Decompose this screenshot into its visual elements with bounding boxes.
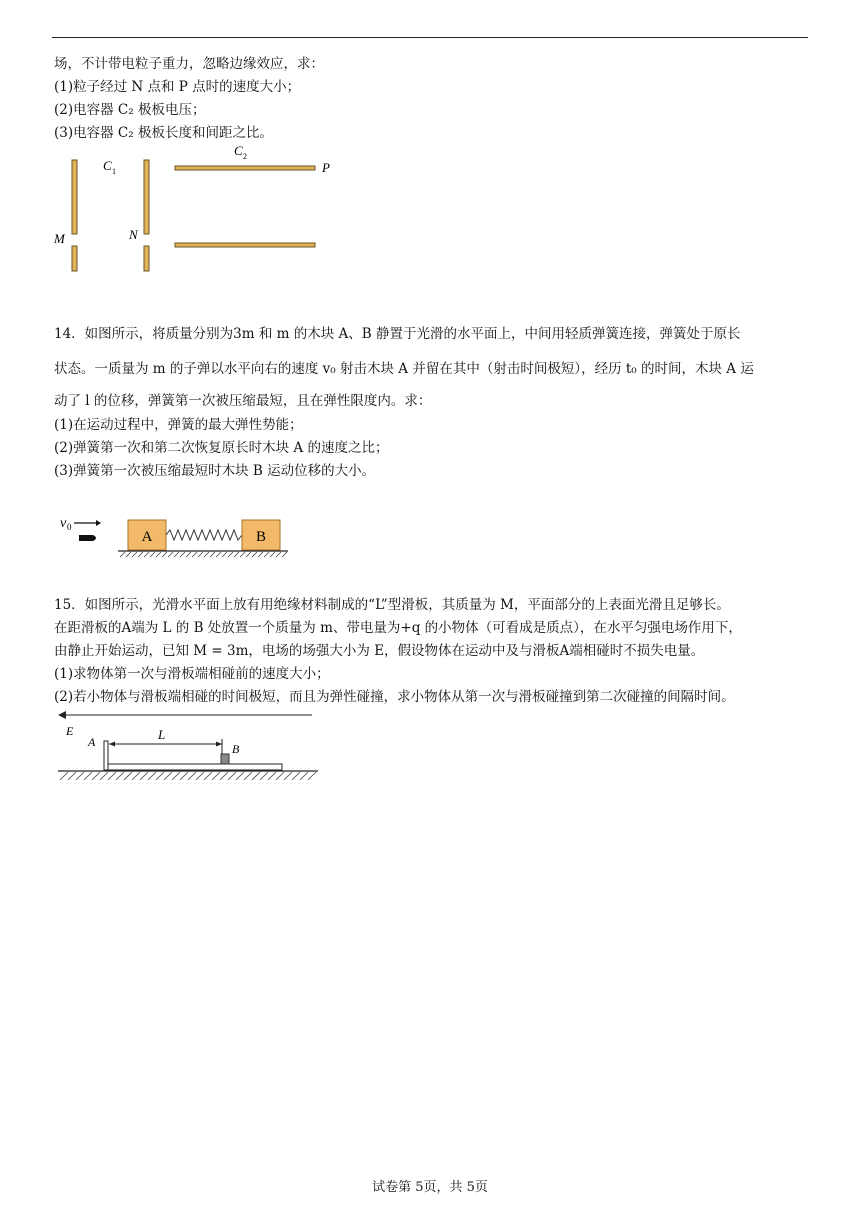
label-c1-sub: 1: [112, 167, 116, 176]
label-v0-sub: 0: [67, 522, 72, 532]
label-l: L: [158, 727, 166, 742]
distance-arrow-left: [109, 742, 115, 747]
block-b-label: B: [255, 529, 267, 545]
q14-line-3: 动了 l 的位移，弹簧第一次被压缩最短，且在弹性限度内。求：: [54, 393, 432, 409]
small-object-b: [221, 754, 229, 764]
label-p: P: [322, 160, 330, 175]
label-c2-sub: 2: [243, 152, 247, 161]
label-n: N: [129, 227, 138, 242]
q13-part-1: (1)粒子经过 N 点和 P 点时的速度大小；: [54, 79, 301, 95]
field-arrow-head: [58, 711, 66, 719]
q14-part-2: (2)弹簧第一次和第二次恢复原长时木块 A 的速度之比；: [54, 440, 389, 456]
label-b: B: [232, 742, 240, 756]
label-e: E: [66, 724, 74, 738]
block-a-label: A: [141, 529, 153, 545]
q13-intro: 场，不计带电粒子重力，忽略边缘效应，求：: [54, 56, 324, 72]
q14-line-2: 状态。一质量为 m 的子弹以水平向右的速度 v₀ 射击木块 A 并留在其中（射击时间极短），经历 t₀ 的时间，木块 A 运: [54, 361, 754, 377]
q15-line-1: 15．如图所示，光滑水平面上放有用绝缘材料制成的“L”型滑板，其质量为 M，平面部分的上表面光滑且足够长。: [54, 597, 730, 613]
label-c2: C: [234, 143, 243, 158]
ground-hatching: [60, 772, 316, 780]
q15-part-1: (1)求物体第一次与滑板端相碰前的速度大小；: [54, 666, 330, 682]
q14-line-1: 14．如图所示，将质量分别为3m 和 m 的木块 A、B 静置于光滑的水平面上，中间用轻质弹簧连接，弹簧处于原长: [54, 326, 741, 342]
q14-part-3: (3)弹簧第一次被压缩最短时木块 B 运动位移的大小。: [54, 463, 376, 479]
distance-arrow-right: [216, 742, 222, 747]
label-v0: v: [60, 516, 67, 531]
q13-part-3: (3)电容器 C₂ 极板长度和间距之比。: [54, 125, 273, 141]
q14-part-1: (1)在运动过程中，弹簧的最大弹性势能；: [54, 417, 303, 433]
label-m: M: [54, 231, 65, 246]
page-footer: 试卷第 5页，共 5页: [372, 1180, 488, 1195]
label-a: A: [88, 735, 96, 749]
slider-board: [108, 764, 282, 770]
q15-line-3: 由静止开始运动，已知 M = 3m，电场的场强大小为 E，假设物体在运动中及与滑板A端相碰时不损失电量。: [54, 643, 705, 659]
label-c1: C: [103, 158, 112, 173]
q15-line-2: 在距滑板的A端为 L 的 B 处放置一个质量为 m、带电量为+q 的小物体（可看成是质点），在水平匀强电场作用下，: [54, 620, 742, 636]
q15-part-2: (2)若小物体与滑板端相碰的时间极短，而且为弹性碰撞，求小物体从第一次与滑板碰撞到第二次碰撞的间隔时间。: [54, 689, 735, 705]
q13-part-2: (2)电容器 C₂ 极板电压；: [54, 102, 206, 118]
slider-end-a: [104, 741, 108, 770]
